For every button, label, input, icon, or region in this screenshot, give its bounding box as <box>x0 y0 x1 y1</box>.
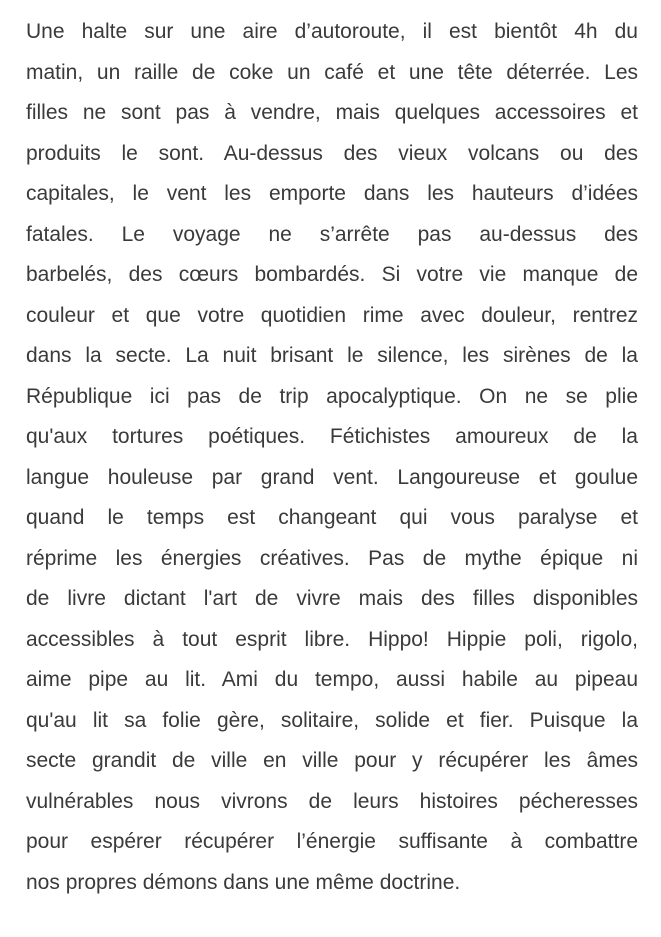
text-line: secte grandit de ville en ville pour y récupérer les âmes <box>26 749 638 772</box>
text-line: nos propres démons dans une même doctrine. <box>26 870 461 894</box>
text-line: vulnérables nous vivrons de leurs histoires pécheresses <box>26 789 638 813</box>
text-line: de livre dictant l'art de vivre mais des filles disponibles <box>26 587 638 610</box>
text-line: couleur et que votre quotidien rime avec douleur, rentrez <box>26 303 638 327</box>
text-line: produits le sont. Au-dessus des vieux volcans ou des <box>26 141 638 165</box>
text-line: aime pipe au lit. Ami du tempo, aussi habile au pipeau <box>26 668 638 691</box>
text-line: qu'aux tortures poétiques. Fétichistes amoureux de la <box>26 425 638 448</box>
text-line: capitales, le vent les emporte dans les hauteurs d’idées <box>26 182 638 205</box>
text-line: filles ne sont pas à vendre, mais quelques accessoires et <box>26 101 638 124</box>
text-line: qu'au lit sa folie gère, solitaire, solide et fier. Puisque la <box>26 708 638 732</box>
text-line: fatales. Le voyage ne s’arrête pas au-dessus des <box>26 222 638 246</box>
text-line: Une halte sur une aire d’autoroute, il est bientôt 4h du <box>26 20 638 43</box>
text-line: langue houleuse par grand vent. Langoureuse et goulue <box>26 465 638 489</box>
text-line: réprime les énergies créatives. Pas de mythe épique ni <box>26 546 638 570</box>
text-line: quand le temps est changeant qui vous paralyse et <box>26 506 638 529</box>
text-line: République ici pas de trip apocalyptique. On ne se plie <box>26 384 638 408</box>
body-paragraph <box>26 12 638 903</box>
text-line: accessibles à tout esprit libre. Hippo! Hippie poli, rigolo, <box>26 627 638 651</box>
text-line: barbelés, des cœurs bombardés. Si votre vie manque de <box>26 263 638 286</box>
text-line: matin, un raille de coke un café et une tête déterrée. Les <box>26 60 638 84</box>
text-line: pour espérer récupérer l’énergie suffisante à combattre <box>26 830 638 853</box>
text-line: dans la secte. La nuit brisant le silence, les sirènes de la <box>26 344 638 367</box>
